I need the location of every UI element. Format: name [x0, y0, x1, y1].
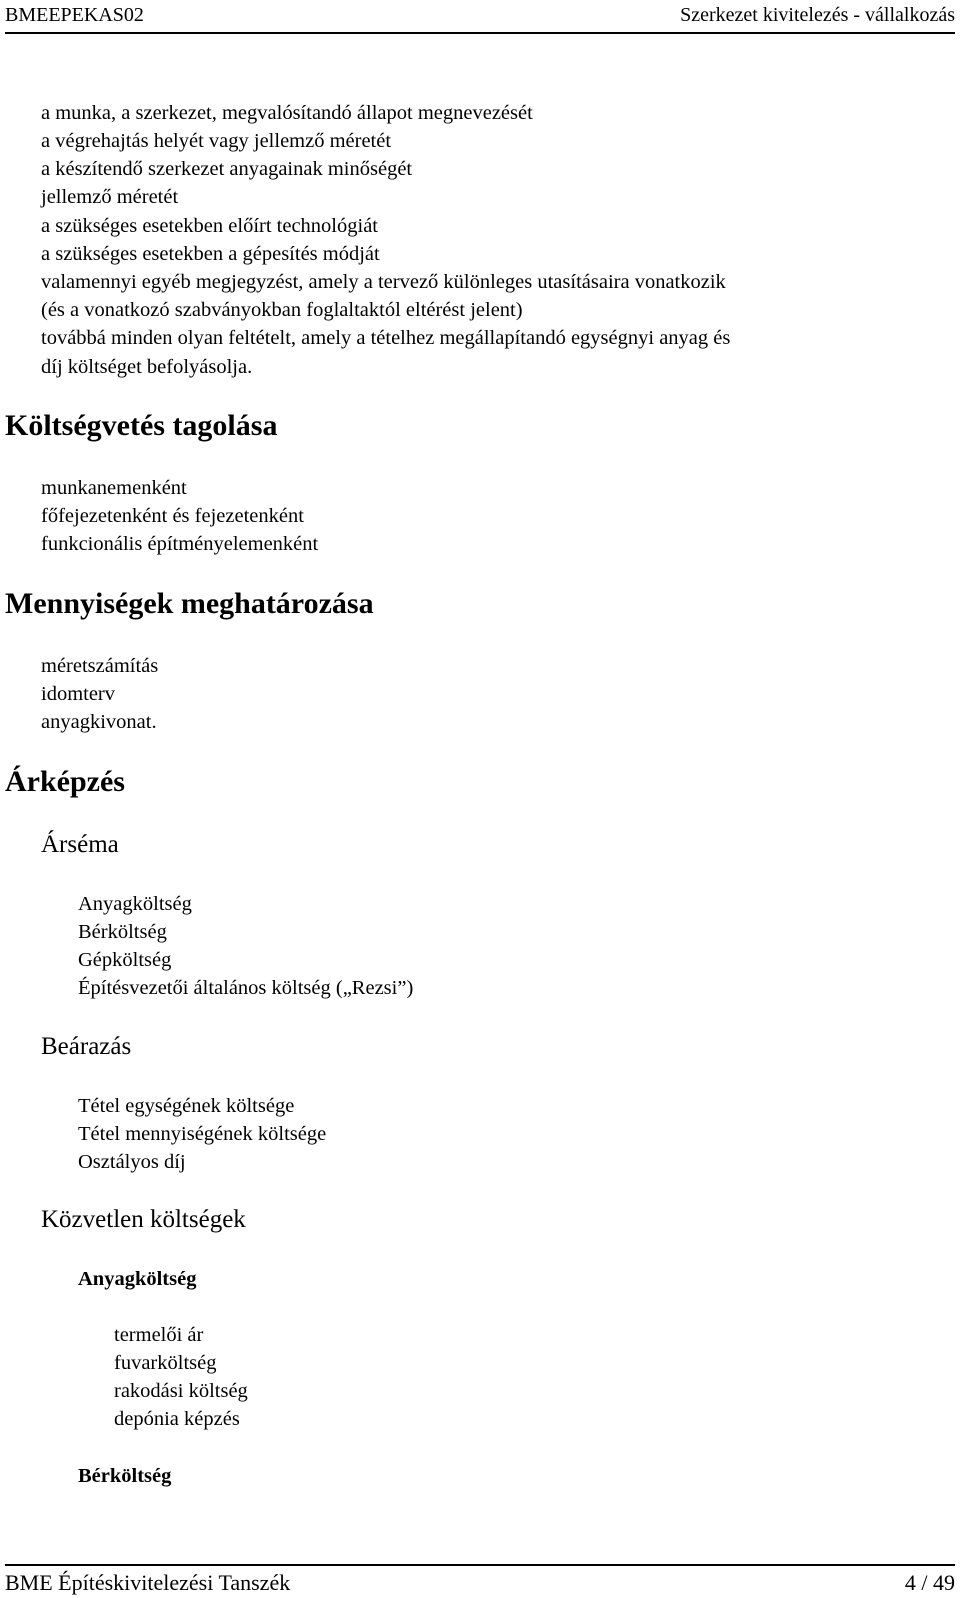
- list-item: termelői ár: [114, 1324, 204, 1346]
- subsection-heading-kozvetlen: Közvetlen költségek: [41, 1206, 246, 1233]
- course-code: BMEEPEKAS02: [5, 4, 144, 26]
- list-item: fuvarköltség: [114, 1352, 217, 1374]
- list-item: Építésvezetői általános költség („Rezsi”): [78, 977, 414, 999]
- intro-line: díj költséget befolyásolja.: [41, 356, 253, 378]
- page-header: [5, 0, 955, 34]
- intro-line: jellemző méretét: [41, 186, 179, 208]
- list-item: funkcionális építményelemenként: [41, 533, 319, 555]
- list-item: méretszámítás: [41, 655, 159, 677]
- list-item: depónia képzés: [114, 1408, 240, 1430]
- list-item: Tétel mennyiségének költsége: [78, 1123, 327, 1145]
- list-item: anyagkivonat.: [41, 711, 157, 733]
- intro-line: (és a vonatkozó szabványokban foglaltaktól eltérést jelent): [41, 299, 523, 321]
- intro-line: a szükséges esetekben előírt technológiát: [41, 215, 378, 237]
- intro-line: a készítendő szerkezet anyagainak minőségét: [41, 158, 413, 180]
- subsubsection-heading-berkoltseg: Bérköltség: [78, 1465, 172, 1487]
- intro-line: továbbá minden olyan feltételt, amely a tételhez megállapítandó egységnyi anyag és: [41, 327, 731, 349]
- intro-line: valamennyi egyéb megjegyzést, amely a tervező különleges utasításaira vonatkozik: [41, 271, 726, 293]
- list-item: munkanemenként: [41, 477, 187, 499]
- list-item: Bérköltség: [78, 921, 167, 943]
- intro-line: a végrehajtás helyét vagy jellemző méretét: [41, 130, 392, 152]
- intro-line: a munka, a szerkezet, megvalósítandó állapot megnevezését: [41, 102, 533, 124]
- list-item: rakodási költség: [114, 1380, 248, 1402]
- list-item: Tétel egységének költsége: [78, 1095, 295, 1117]
- list-item: Gépköltség: [78, 949, 172, 971]
- list-item: Osztályos díj: [78, 1151, 186, 1173]
- section-heading-koltsegvetes: Költségvetés tagolása: [5, 409, 278, 442]
- list-item: Anyagköltség: [78, 893, 192, 915]
- document-title: Szerkezet kivitelezés - vállalkozás: [680, 4, 955, 26]
- page-number: 4 / 49: [904, 1570, 955, 1595]
- subsubsection-heading-anyagkoltseg: Anyagköltség: [78, 1268, 197, 1290]
- section-heading-mennyisegek: Mennyiségek meghatározása: [5, 587, 374, 620]
- intro-line: a szükséges esetekben a gépesítés módját: [41, 243, 380, 265]
- list-item: főfejezetenként és fejezetenként: [41, 505, 304, 527]
- list-item: idomterv: [41, 683, 116, 705]
- page-footer: [5, 1564, 955, 1598]
- subsection-heading-bearazas: Beárazás: [41, 1033, 132, 1060]
- subsection-heading-arsema: Árséma: [41, 831, 119, 858]
- department-name: BME Építéskivitelezési Tanszék: [5, 1570, 291, 1595]
- section-heading-arkepzes: Árképzés: [5, 765, 125, 798]
